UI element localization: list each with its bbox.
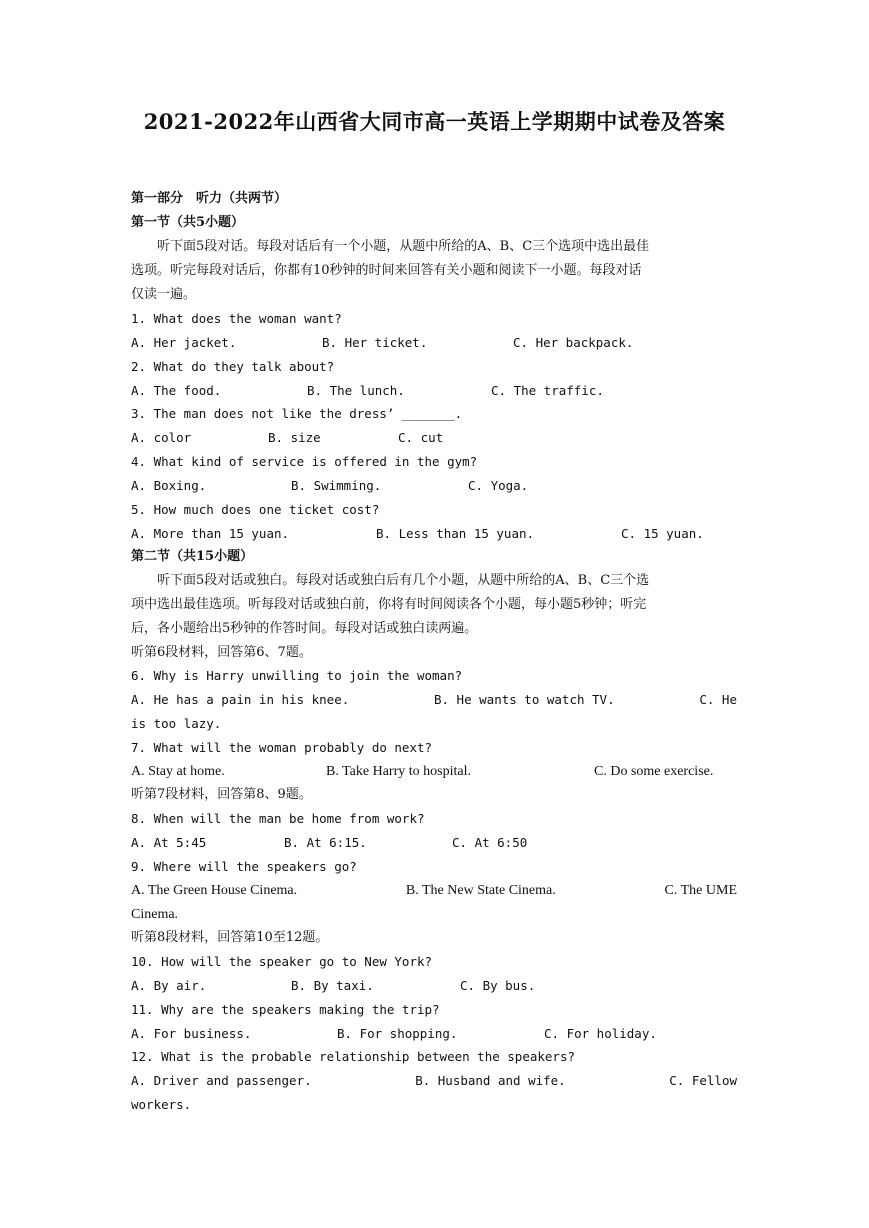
option-b: B. By taxi.: [291, 978, 374, 993]
option-a: A. The food.: [131, 383, 222, 398]
option-a: A. Boxing.: [131, 478, 207, 493]
question-3: 3. The man does not like the dress’ _______.: [131, 406, 463, 421]
option-a: A. More than 15 yuan.: [131, 526, 290, 541]
page-title: 2021-2022年山西省大同市高一英语上学期期中试卷及答案: [143, 109, 726, 134]
option-b: B. Husband and wife.: [415, 1073, 566, 1088]
section2-instructions-line3: 后，各小题给出5秒钟的作答时间。每段对话或独白读两遍。: [131, 621, 478, 636]
material-7-heading: 听第7段材料，回答第8、9题。: [131, 787, 312, 802]
question-12: 12. What is the probable relationship between the speakers?: [131, 1049, 576, 1064]
option-b: B. Take Harry to hospital.: [326, 764, 471, 779]
option-a: A. At 5:45: [131, 835, 207, 850]
section2-instructions-line2: 项中选出最佳选项。听每段对话或独白前，你将有时间阅读各个小题，每小题5秒钟；听完: [131, 597, 647, 612]
option-a: A. Driver and passenger.: [131, 1073, 312, 1088]
material-6-heading: 听第6段材料，回答第6、7题。: [131, 645, 312, 660]
option-b: B. Swimming.: [291, 478, 382, 493]
option-b: B. Her ticket.: [322, 335, 428, 350]
question-4: 4. What kind of service is offered in the gym?: [131, 454, 478, 469]
option-c: C. 15 yuan.: [621, 526, 704, 541]
question-10: 10. How will the speaker go to New York?: [131, 954, 433, 969]
question-12-options: [131, 1069, 737, 1093]
option-b: B. Less than 15 yuan.: [376, 526, 535, 541]
question-9-options: [131, 879, 737, 903]
question-5: 5. How much does one ticket cost?: [131, 502, 380, 517]
question-7: 7. What will the woman probably do next?: [131, 740, 433, 755]
section1-instructions-line2: 选项。听完每段对话后，你都有10秒钟的时间来回答有关小题和阅读下一小题。每段对话: [131, 263, 642, 278]
option-b: B. He wants to watch TV.: [433, 692, 615, 707]
section2-heading: 第二节（共15小题）: [131, 549, 254, 564]
option-c: C. Fellow: [669, 1073, 737, 1088]
option-a: A. Her jacket.: [131, 335, 237, 350]
question-9: 9. Where will the speakers go?: [131, 859, 357, 874]
section1-instructions-line3: 仅读一遍。: [131, 287, 197, 302]
option-a: A. He has a pain in his knee.: [131, 692, 350, 707]
option-b: B. For shopping.: [337, 1026, 458, 1041]
material-8-heading: 听第8段材料，回答第10至12题。: [131, 930, 329, 945]
option-c: C. Her backpack.: [513, 335, 634, 350]
option-b: B. The lunch.: [307, 383, 405, 398]
option-c: C. By bus.: [460, 978, 536, 993]
option-c: C. At 6:50: [452, 835, 528, 850]
part1-heading: 第一部分 听力（共两节）: [131, 191, 288, 206]
option-b: B. At 6:15.: [284, 835, 367, 850]
question-12-option-c-continued: workers.: [131, 1097, 192, 1112]
section2-instructions-line1: 听下面5段对话或独白。每段对话或独白后有几个小题，从题中所给的A、B、C三个选: [131, 573, 650, 588]
question-2: 2. What do they talk about?: [131, 359, 335, 374]
option-a: A. For business.: [131, 1026, 252, 1041]
option-b: B. size: [268, 430, 321, 445]
option-b: B. The New State Cinema.: [405, 883, 556, 898]
option-c: C. The traffic.: [491, 383, 604, 398]
question-6-option-c-continued: is too lazy.: [131, 716, 222, 731]
question-6-options: [131, 688, 737, 712]
question-1: 1. What does the woman want?: [131, 311, 342, 326]
option-c: C. The UME: [664, 883, 737, 898]
question-9-option-c-continued: Cinema.: [131, 907, 179, 922]
option-a: A. color: [131, 430, 192, 445]
option-c: C. For holiday.: [544, 1026, 657, 1041]
option-c: C. He: [699, 692, 737, 707]
option-a: A. The Green House Cinema.: [131, 883, 298, 898]
section1-instructions-line1: 听下面5段对话。每段对话后有一个小题，从题中所给的A、B、C三个选项中选出最佳: [131, 239, 650, 254]
question-11: 11. Why are the speakers making the trip?: [131, 1002, 440, 1017]
question-8: 8. When will the man be home from work?: [131, 811, 425, 826]
option-c: C. Do some exercise.: [594, 764, 714, 779]
option-a: A. By air.: [131, 978, 207, 993]
option-c: C. Yoga.: [468, 478, 529, 493]
question-6: 6. Why is Harry unwilling to join the woman?: [131, 668, 463, 683]
section1-heading: 第一节（共5小题）: [131, 215, 245, 230]
option-a: A. Stay at home.: [131, 764, 225, 779]
option-c: C. cut: [398, 430, 444, 445]
